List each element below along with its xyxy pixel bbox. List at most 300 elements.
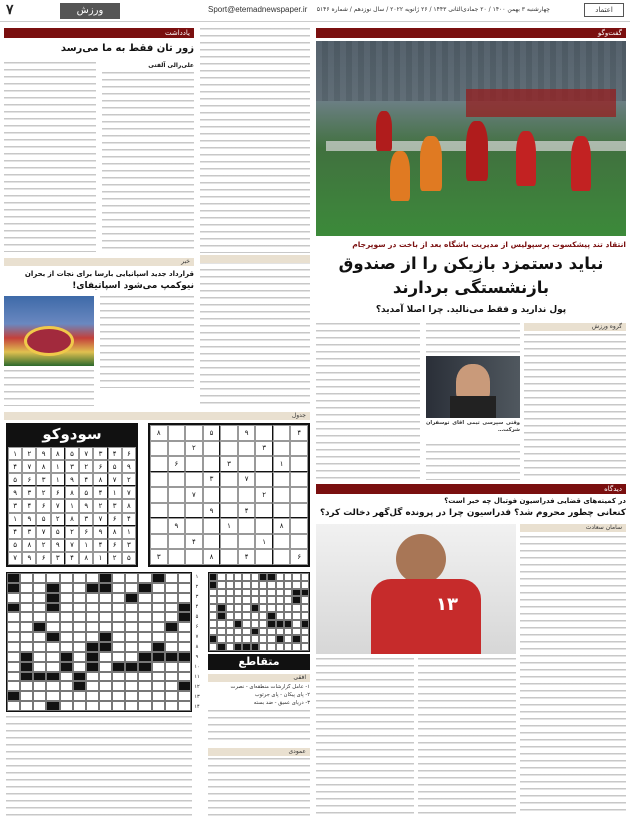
crossword-cell[interactable]: [292, 604, 300, 612]
crossword-cell[interactable]: [152, 672, 165, 682]
sudoku-cell[interactable]: [185, 456, 203, 472]
crossword-cell[interactable]: [112, 622, 125, 632]
sudoku-cell[interactable]: [220, 487, 238, 503]
sudoku-cell[interactable]: [255, 425, 273, 441]
sudoku-cell[interactable]: [290, 503, 308, 519]
crossword-cell[interactable]: [112, 672, 125, 682]
crossword-cell[interactable]: [292, 573, 300, 581]
crossword-cell[interactable]: [112, 691, 125, 701]
crossword-cell[interactable]: [251, 612, 259, 620]
crossword-cell[interactable]: [226, 643, 234, 651]
sudoku-cell[interactable]: [203, 441, 221, 457]
crossword-cell[interactable]: [112, 593, 125, 603]
sudoku-cell[interactable]: [220, 503, 238, 519]
sudoku-cell[interactable]: [185, 425, 203, 441]
crossword-cell[interactable]: [284, 604, 292, 612]
crossword-cell[interactable]: [99, 652, 112, 662]
crossword-cell[interactable]: [33, 612, 46, 622]
sudoku-cell[interactable]: [255, 549, 273, 565]
sudoku-cell[interactable]: [168, 487, 186, 503]
crossword-cell[interactable]: [73, 642, 86, 652]
crossword-cell[interactable]: [125, 612, 138, 622]
crossword-cell[interactable]: [165, 603, 178, 613]
sudoku-cell[interactable]: [290, 487, 308, 503]
sudoku-cell[interactable]: ۴: [290, 425, 308, 441]
crossword-cell[interactable]: [73, 691, 86, 701]
crossword-cell[interactable]: [73, 622, 86, 632]
crossword-cell[interactable]: [138, 593, 151, 603]
crossword-cell[interactable]: [7, 612, 20, 622]
crossword-cell[interactable]: [33, 652, 46, 662]
crossword-cell[interactable]: [46, 573, 59, 583]
crossword-cell[interactable]: [125, 583, 138, 593]
sudoku-cell[interactable]: [203, 534, 221, 550]
crossword-cell[interactable]: [178, 642, 191, 652]
crossword-cell[interactable]: [217, 596, 225, 604]
crossword-cell[interactable]: [125, 672, 138, 682]
crossword-cell[interactable]: [46, 691, 59, 701]
sudoku-cell[interactable]: [185, 472, 203, 488]
crossword-cell[interactable]: [209, 596, 217, 604]
crossword-cell[interactable]: [234, 596, 242, 604]
sudoku-cell[interactable]: [168, 549, 186, 565]
crossword-cell[interactable]: [152, 681, 165, 691]
sudoku-cell[interactable]: ۳: [150, 549, 168, 565]
crossword-cell[interactable]: [217, 628, 225, 636]
sudoku-cell[interactable]: [255, 503, 273, 519]
crossword-cell[interactable]: [165, 642, 178, 652]
crossword-cell[interactable]: [86, 681, 99, 691]
crossword-cell[interactable]: [86, 573, 99, 583]
crossword-cell[interactable]: [99, 612, 112, 622]
crossword-cell[interactable]: [20, 603, 33, 613]
crossword-cell[interactable]: [276, 596, 284, 604]
crossword-cell[interactable]: [125, 691, 138, 701]
crossword-cell[interactable]: [73, 652, 86, 662]
crossword-cell[interactable]: [267, 581, 275, 589]
crossword-cell[interactable]: [178, 672, 191, 682]
sudoku-cell[interactable]: [273, 487, 291, 503]
sudoku-cell[interactable]: ۹: [168, 518, 186, 534]
crossword-cell[interactable]: [242, 620, 250, 628]
crossword-cell[interactable]: [276, 589, 284, 597]
crossword-cell[interactable]: [284, 612, 292, 620]
sudoku-cell[interactable]: [168, 534, 186, 550]
crossword-cell[interactable]: [234, 573, 242, 581]
crossword-cell[interactable]: [60, 672, 73, 682]
crossword-cell[interactable]: [138, 701, 151, 711]
crossword-cell[interactable]: [301, 604, 309, 612]
crossword-cell[interactable]: [301, 643, 309, 651]
crossword-cell[interactable]: [242, 573, 250, 581]
sudoku-cell[interactable]: [273, 425, 291, 441]
crossword-cell[interactable]: [138, 681, 151, 691]
crossword-cell[interactable]: [234, 604, 242, 612]
sudoku-cell[interactable]: ۲: [185, 441, 203, 457]
sudoku-cell[interactable]: [220, 441, 238, 457]
crossword-cell[interactable]: [99, 701, 112, 711]
sudoku-cell[interactable]: ۷: [238, 472, 256, 488]
crossword-cell[interactable]: [226, 573, 234, 581]
sudoku-cell[interactable]: [185, 518, 203, 534]
section-email[interactable]: Sport@etemadnewspaper.ir: [208, 5, 308, 14]
crossword-cell[interactable]: [292, 581, 300, 589]
crossword-cell[interactable]: [33, 681, 46, 691]
crossword-cell[interactable]: [138, 573, 151, 583]
crossword-cell[interactable]: [226, 628, 234, 636]
crossword-cell[interactable]: [217, 589, 225, 597]
crossword-cell[interactable]: [7, 681, 20, 691]
crossword-cell[interactable]: [178, 691, 191, 701]
crossword-cell[interactable]: [301, 635, 309, 643]
crossword-cell[interactable]: [284, 581, 292, 589]
crossword-cell[interactable]: [152, 603, 165, 613]
crossword-cell[interactable]: [138, 632, 151, 642]
sudoku-cell[interactable]: [238, 441, 256, 457]
crossword-cell[interactable]: [251, 635, 259, 643]
crossword-cell[interactable]: [276, 581, 284, 589]
crossword-cell[interactable]: [165, 691, 178, 701]
sudoku-cell[interactable]: [220, 472, 238, 488]
crossword-cell[interactable]: [125, 701, 138, 711]
crossword-cell[interactable]: [259, 581, 267, 589]
crossword-cell[interactable]: [152, 593, 165, 603]
sudoku-cell[interactable]: [185, 503, 203, 519]
crossword-grid-large[interactable]: [6, 572, 192, 712]
crossword-cell[interactable]: [178, 701, 191, 711]
crossword-cell[interactable]: [251, 589, 259, 597]
crossword-cell[interactable]: [20, 612, 33, 622]
sudoku-cell[interactable]: [255, 472, 273, 488]
sudoku-cell[interactable]: [238, 456, 256, 472]
crossword-cell[interactable]: [125, 622, 138, 632]
sudoku-cell[interactable]: ۱: [220, 518, 238, 534]
crossword-cell[interactable]: [112, 603, 125, 613]
sudoku-cell[interactable]: [273, 549, 291, 565]
crossword-cell[interactable]: [152, 632, 165, 642]
crossword-cell[interactable]: [276, 604, 284, 612]
sudoku-cell[interactable]: ۱: [273, 456, 291, 472]
crossword-cell[interactable]: [86, 701, 99, 711]
sudoku-puzzle-grid[interactable]: [148, 423, 310, 567]
crossword-cell[interactable]: [242, 589, 250, 597]
sudoku-cell[interactable]: ۹: [238, 425, 256, 441]
crossword-cell[interactable]: [226, 596, 234, 604]
crossword-cell[interactable]: [7, 672, 20, 682]
sudoku-cell[interactable]: [150, 472, 168, 488]
sudoku-cell[interactable]: ۷: [185, 487, 203, 503]
crossword-cell[interactable]: [138, 612, 151, 622]
crossword-cell[interactable]: [152, 701, 165, 711]
sudoku-cell[interactable]: [273, 503, 291, 519]
crossword-cell[interactable]: [20, 593, 33, 603]
crossword-cell[interactable]: [60, 603, 73, 613]
crossword-cell[interactable]: [7, 662, 20, 672]
sudoku-cell[interactable]: ۸: [150, 425, 168, 441]
sudoku-cell[interactable]: [238, 518, 256, 534]
crossword-cell[interactable]: [217, 620, 225, 628]
sudoku-cell[interactable]: [290, 518, 308, 534]
crossword-cell[interactable]: [125, 573, 138, 583]
crossword-cell[interactable]: [178, 662, 191, 672]
crossword-cell[interactable]: [234, 628, 242, 636]
sudoku-cell[interactable]: [238, 534, 256, 550]
crossword-cell[interactable]: [276, 643, 284, 651]
crossword-cell[interactable]: [251, 620, 259, 628]
crossword-cell[interactable]: [284, 589, 292, 597]
crossword-cell[interactable]: [259, 612, 267, 620]
crossword-cell[interactable]: [209, 589, 217, 597]
crossword-cell[interactable]: [99, 622, 112, 632]
crossword-cell[interactable]: [33, 632, 46, 642]
crossword-cell[interactable]: [60, 573, 73, 583]
crossword-cell[interactable]: [46, 612, 59, 622]
crossword-cell[interactable]: [209, 620, 217, 628]
crossword-cell[interactable]: [60, 632, 73, 642]
sudoku-cell[interactable]: [290, 534, 308, 550]
crossword-cell[interactable]: [242, 612, 250, 620]
crossword-cell[interactable]: [165, 632, 178, 642]
crossword-cell[interactable]: [284, 628, 292, 636]
crossword-cell[interactable]: [226, 589, 234, 597]
sudoku-cell[interactable]: ۱: [255, 534, 273, 550]
crossword-cell[interactable]: [284, 643, 292, 651]
crossword-cell[interactable]: [267, 596, 275, 604]
crossword-cell[interactable]: [99, 603, 112, 613]
crossword-cell[interactable]: [60, 681, 73, 691]
crossword-cell[interactable]: [284, 596, 292, 604]
crossword-cell[interactable]: [152, 612, 165, 622]
crossword-cell[interactable]: [73, 701, 86, 711]
crossword-cell[interactable]: [99, 691, 112, 701]
crossword-cell[interactable]: [125, 681, 138, 691]
crossword-cell[interactable]: [209, 604, 217, 612]
crossword-cell[interactable]: [178, 622, 191, 632]
sudoku-cell[interactable]: [220, 534, 238, 550]
sudoku-cell[interactable]: [290, 441, 308, 457]
crossword-cell[interactable]: [46, 662, 59, 672]
crossword-cell[interactable]: [112, 612, 125, 622]
crossword-cell[interactable]: [33, 662, 46, 672]
crossword-cell[interactable]: [73, 612, 86, 622]
sudoku-cell[interactable]: ۸: [203, 549, 221, 565]
sudoku-cell[interactable]: [290, 472, 308, 488]
crossword-cell[interactable]: [234, 635, 242, 643]
sudoku-cell[interactable]: [273, 534, 291, 550]
sudoku-cell[interactable]: [273, 441, 291, 457]
crossword-cell[interactable]: [284, 573, 292, 581]
crossword-cell[interactable]: [20, 691, 33, 701]
sudoku-cell[interactable]: ۴: [238, 549, 256, 565]
crossword-cell[interactable]: [60, 642, 73, 652]
crossword-cell[interactable]: [209, 643, 217, 651]
sudoku-cell[interactable]: [150, 456, 168, 472]
crossword-cell[interactable]: [165, 701, 178, 711]
sudoku-cell[interactable]: [203, 456, 221, 472]
crossword-cell[interactable]: [20, 681, 33, 691]
crossword-cell[interactable]: [46, 681, 59, 691]
crossword-cell[interactable]: [138, 642, 151, 652]
crossword-cell[interactable]: [73, 662, 86, 672]
sudoku-cell[interactable]: [255, 518, 273, 534]
crossword-cell[interactable]: [7, 593, 20, 603]
crossword-cell[interactable]: [267, 635, 275, 643]
sudoku-cell[interactable]: [168, 441, 186, 457]
crossword-cell[interactable]: [165, 672, 178, 682]
crossword-cell[interactable]: [33, 701, 46, 711]
sudoku-cell[interactable]: ۸: [273, 518, 291, 534]
crossword-cell[interactable]: [217, 581, 225, 589]
crossword-cell[interactable]: [20, 632, 33, 642]
crossword-cell[interactable]: [259, 620, 267, 628]
crossword-cell[interactable]: [259, 643, 267, 651]
crossword-cell[interactable]: [125, 603, 138, 613]
crossword-cell[interactable]: [292, 628, 300, 636]
crossword-cell[interactable]: [242, 596, 250, 604]
sudoku-cell[interactable]: [150, 518, 168, 534]
crossword-cell[interactable]: [86, 603, 99, 613]
crossword-cell[interactable]: [60, 701, 73, 711]
crossword-cell[interactable]: [251, 596, 259, 604]
crossword-cell[interactable]: [259, 635, 267, 643]
crossword-cell[interactable]: [242, 604, 250, 612]
crossword-cell[interactable]: [138, 603, 151, 613]
sudoku-cell[interactable]: [150, 441, 168, 457]
crossword-cell[interactable]: [73, 593, 86, 603]
crossword-cell[interactable]: [152, 583, 165, 593]
crossword-cell[interactable]: [33, 583, 46, 593]
crossword-cell[interactable]: [60, 612, 73, 622]
crossword-cell[interactable]: [152, 662, 165, 672]
crossword-cell[interactable]: [217, 573, 225, 581]
crossword-cell[interactable]: [259, 604, 267, 612]
crossword-cell[interactable]: [86, 612, 99, 622]
crossword-cell[interactable]: [251, 581, 259, 589]
crossword-cell[interactable]: [267, 589, 275, 597]
crossword-cell[interactable]: [178, 573, 191, 583]
crossword-cell[interactable]: [138, 672, 151, 682]
crossword-cell[interactable]: [60, 622, 73, 632]
crossword-cell[interactable]: [217, 635, 225, 643]
sudoku-cell[interactable]: ۳: [220, 456, 238, 472]
crossword-cell[interactable]: [112, 652, 125, 662]
sudoku-cell[interactable]: [150, 487, 168, 503]
crossword-cell[interactable]: [99, 593, 112, 603]
crossword-cell[interactable]: [73, 603, 86, 613]
crossword-cell[interactable]: [20, 583, 33, 593]
sudoku-cell[interactable]: [150, 503, 168, 519]
crossword-cell[interactable]: [73, 573, 86, 583]
crossword-cell[interactable]: [125, 642, 138, 652]
crossword-cell[interactable]: [226, 612, 234, 620]
sudoku-cell[interactable]: [290, 456, 308, 472]
sudoku-cell[interactable]: [150, 534, 168, 550]
crossword-cell[interactable]: [259, 596, 267, 604]
crossword-cell[interactable]: [301, 628, 309, 636]
sudoku-cell[interactable]: [203, 487, 221, 503]
crossword-cell[interactable]: [112, 632, 125, 642]
crossword-cell[interactable]: [234, 612, 242, 620]
crossword-cell[interactable]: [86, 632, 99, 642]
crossword-cell[interactable]: [267, 604, 275, 612]
crossword-cell[interactable]: [112, 642, 125, 652]
sudoku-cell[interactable]: [185, 549, 203, 565]
sudoku-cell[interactable]: [273, 472, 291, 488]
crossword-cell[interactable]: [165, 612, 178, 622]
crossword-cell[interactable]: [152, 691, 165, 701]
crossword-cell[interactable]: [292, 620, 300, 628]
crossword-cell[interactable]: [234, 589, 242, 597]
crossword-cell[interactable]: [267, 643, 275, 651]
sudoku-cell[interactable]: ۳: [255, 441, 273, 457]
crossword-cell[interactable]: [99, 672, 112, 682]
sudoku-cell[interactable]: [220, 549, 238, 565]
crossword-cell[interactable]: [251, 573, 259, 581]
crossword-cell[interactable]: [276, 573, 284, 581]
crossword-grid-small[interactable]: [208, 572, 310, 652]
crossword-cell[interactable]: [242, 628, 250, 636]
crossword-cell[interactable]: [301, 581, 309, 589]
crossword-cell[interactable]: [125, 652, 138, 662]
crossword-cell[interactable]: [165, 662, 178, 672]
sudoku-cell[interactable]: ۳: [203, 472, 221, 488]
crossword-cell[interactable]: [112, 583, 125, 593]
crossword-cell[interactable]: [99, 681, 112, 691]
crossword-cell[interactable]: [73, 583, 86, 593]
crossword-cell[interactable]: [242, 581, 250, 589]
crossword-cell[interactable]: [125, 632, 138, 642]
crossword-cell[interactable]: [165, 593, 178, 603]
crossword-cell[interactable]: [86, 672, 99, 682]
crossword-cell[interactable]: [73, 632, 86, 642]
crossword-cell[interactable]: [301, 612, 309, 620]
sudoku-cell[interactable]: ۶: [168, 456, 186, 472]
crossword-cell[interactable]: [20, 642, 33, 652]
sudoku-cell[interactable]: [168, 425, 186, 441]
crossword-cell[interactable]: [112, 701, 125, 711]
crossword-cell[interactable]: [226, 635, 234, 643]
crossword-cell[interactable]: [152, 622, 165, 632]
crossword-cell[interactable]: [292, 612, 300, 620]
sudoku-cell[interactable]: ۲: [255, 487, 273, 503]
crossword-cell[interactable]: [46, 622, 59, 632]
crossword-cell[interactable]: [138, 691, 151, 701]
crossword-cell[interactable]: [259, 628, 267, 636]
crossword-cell[interactable]: [276, 612, 284, 620]
crossword-cell[interactable]: [7, 632, 20, 642]
crossword-cell[interactable]: [301, 596, 309, 604]
crossword-cell[interactable]: [20, 701, 33, 711]
sudoku-cell[interactable]: ۶: [290, 549, 308, 565]
crossword-cell[interactable]: [86, 691, 99, 701]
sudoku-cell[interactable]: [168, 472, 186, 488]
crossword-cell[interactable]: [86, 593, 99, 603]
crossword-cell[interactable]: [209, 612, 217, 620]
crossword-cell[interactable]: [301, 573, 309, 581]
crossword-cell[interactable]: [138, 622, 151, 632]
crossword-cell[interactable]: [7, 642, 20, 652]
crossword-cell[interactable]: [226, 620, 234, 628]
crossword-cell[interactable]: [60, 583, 73, 593]
sudoku-cell[interactable]: ۹: [203, 503, 221, 519]
crossword-cell[interactable]: [7, 652, 20, 662]
crossword-cell[interactable]: [7, 622, 20, 632]
crossword-cell[interactable]: [165, 573, 178, 583]
crossword-cell[interactable]: [112, 573, 125, 583]
crossword-cell[interactable]: [99, 662, 112, 672]
crossword-cell[interactable]: [292, 643, 300, 651]
sudoku-cell[interactable]: ۴: [185, 534, 203, 550]
